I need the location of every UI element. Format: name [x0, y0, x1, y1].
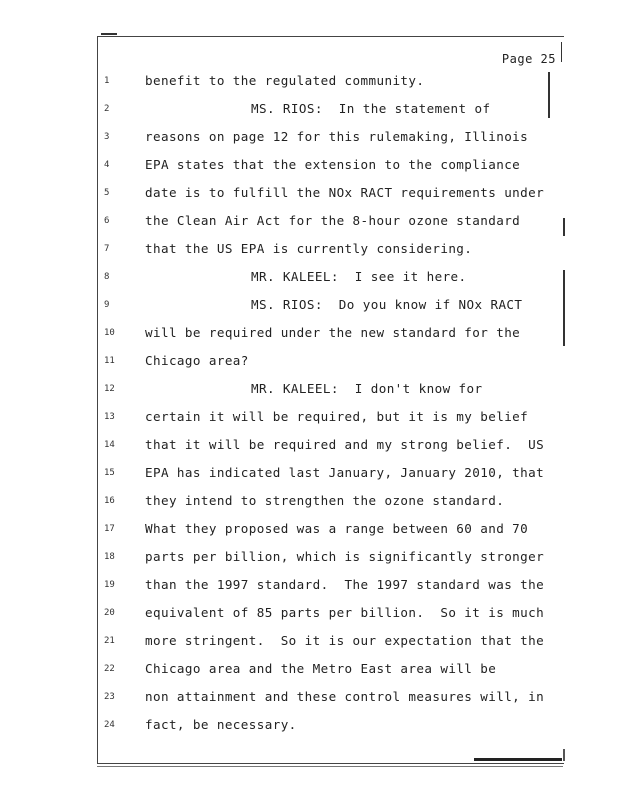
line-text: parts per billion, which is significantly stronger	[145, 549, 545, 564]
bottom-corner-mark	[563, 749, 565, 761]
line-text: Chicago area?	[145, 353, 249, 368]
line-text: the Clean Air Act for the 8-hour ozone standard	[145, 213, 521, 228]
right-margin-mark	[561, 42, 562, 62]
line-number: 24	[104, 720, 115, 730]
line-number: 20	[104, 608, 115, 618]
line-number: 21	[104, 636, 115, 646]
line-text: EPA has indicated last January, January 2010, that	[145, 465, 545, 480]
line-text: MS. RIOS: In the statement of	[251, 101, 491, 116]
bottom-rule	[97, 766, 563, 767]
line-number: 15	[104, 468, 115, 478]
line-number: 10	[104, 328, 115, 338]
line-text: that it will be required and my strong belief. US	[145, 437, 545, 452]
bottom-rule-heavy	[474, 758, 562, 761]
line-text: benefit to the regulated community.	[145, 73, 425, 88]
line-text: fact, be necessary.	[145, 717, 297, 732]
change-bar	[548, 72, 550, 118]
line-text: MR. KALEEL: I don't know for	[251, 381, 483, 396]
line-number: 22	[104, 664, 115, 674]
line-number: 1	[104, 76, 110, 86]
line-number: 11	[104, 356, 115, 366]
line-number: 18	[104, 552, 115, 562]
line-text: more stringent. So it is our expectation that the	[145, 633, 545, 648]
line-text: non attainment and these control measures will, in	[145, 689, 545, 704]
line-text: that the US EPA is currently considering.	[145, 241, 473, 256]
line-text: MR. KALEEL: I see it here.	[251, 269, 467, 284]
line-text: certain it will be required, but it is my belief	[145, 409, 529, 424]
page-border	[97, 36, 564, 764]
line-number: 19	[104, 580, 115, 590]
line-number: 9	[104, 300, 110, 310]
line-text: MS. RIOS: Do you know if NOx RACT	[251, 297, 523, 312]
line-text: than the 1997 standard. The 1997 standard was the	[145, 577, 545, 592]
line-number: 12	[104, 384, 115, 394]
line-text: Chicago area and the Metro East area will be	[145, 661, 497, 676]
change-bar	[563, 218, 565, 236]
line-number: 2	[104, 104, 110, 114]
line-text: date is to fulfill the NOx RACT requirements under	[145, 185, 545, 200]
line-number: 17	[104, 524, 115, 534]
change-bar	[563, 270, 565, 346]
line-number: 23	[104, 692, 115, 702]
line-text: reasons on page 12 for this rulemaking, Illinois	[145, 129, 529, 144]
line-number: 14	[104, 440, 115, 450]
line-number: 7	[104, 244, 110, 254]
line-number: 13	[104, 412, 115, 422]
line-text: equivalent of 85 parts per billion. So it is much	[145, 605, 545, 620]
line-number: 6	[104, 216, 110, 226]
line-text: EPA states that the extension to the compliance	[145, 157, 521, 172]
line-number: 16	[104, 496, 115, 506]
line-number: 5	[104, 188, 110, 198]
line-number: 8	[104, 272, 110, 282]
top-margin-mark	[101, 33, 117, 35]
line-number: 3	[104, 132, 110, 142]
line-text: What they proposed was a range between 60 and 70	[145, 521, 529, 536]
line-text: will be required under the new standard for the	[145, 325, 521, 340]
line-number: 4	[104, 160, 110, 170]
page-number: Page 25	[501, 52, 556, 66]
line-text: they intend to strengthen the ozone standard.	[145, 493, 505, 508]
